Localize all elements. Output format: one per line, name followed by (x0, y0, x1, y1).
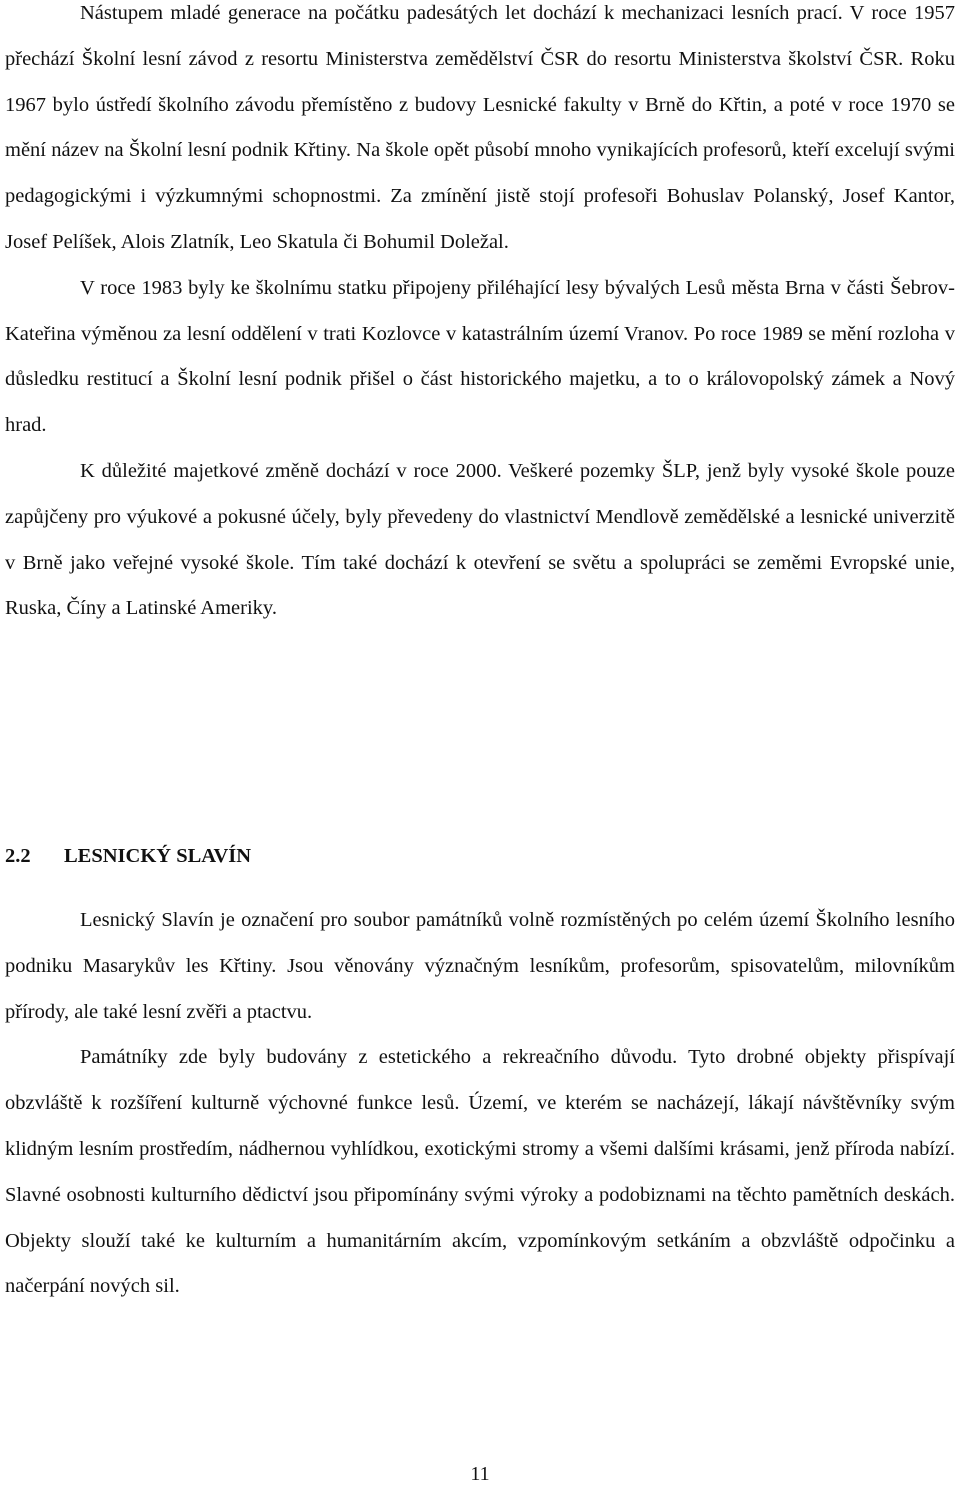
paragraph-mechanization-history: Nástupem mladé generace na počátku padesátých let dochází k mechanizaci lesních prací. V roce 1957 přechází Školní lesní závod z resortu Ministerstva zemědělství ČSR do resortu Ministerstva školství ČSR. Roku 1967 bylo ústředí školního závodu přemístěno z budovy Lesnické fakulty v Brně do Křtin, a poté v roce 1970 se mění název na Školní lesní podnik Křtiny. Na škole opět působí mnoho vynikajících profesorů, kteří excelují svými pedagogickými i výzkumnými schopnostmi. Za zmínění jistě stojí profesoři Bohuslav Polanský, Josef Kantor, Josef Pelíšek, Alois Zlatník, Leo Skatula či Bohumil Doležal. (5, 2, 955, 253)
section-number: 2.2 (5, 845, 31, 867)
document-page-section (5, 898, 955, 1310)
section-heading (5, 834, 251, 879)
paragraph-memorials-purpose: Památníky zde byly budovány z estetického a rekreačního důvodu. Tyto drobné objekty přispívají obzvláště k rozšíření kulturně výchovné funkce lesů. Území, ve kterém se nacházejí, lákají návštěvníky svým klidným lesním prostředím, nádhernou vyhlídkou, exotickými stromy a všemi dalšími krásami, jenž příroda nabízí. Slavné osobnosti kulturního dědictví jsou připomínány svými výroky a podobiznami na těchto pamětních deskách. Objekty slouží také ke kulturním a humanitárním akcím, vzpomínkovým setkáním a obzvláště odpočinku a načerpání nových sil. (5, 1046, 955, 1298)
document-page-top (5, 0, 955, 632)
paragraph-1983-lands: V roce 1983 byly ke školnímu statku připojeny přiléhající lesy bývalých Lesů města Brna v části Šebrov-Kateřina výměnou za lesní oddělení v trati Kozlovce v katastrálním území Vranov. Po roce 1989 se mění rozloha v důsledku restitucí a Školní lesní podnik přišel o část historického majetku, a to o královopolský zámek a Nový hrad. (5, 276, 955, 437)
page-number: 11 (470, 1463, 490, 1485)
section-title: LESNICKÝ SLAVÍN (64, 845, 252, 867)
paragraph-slavin-definition: Lesnický Slavín je označení pro soubor památníků volně rozmístěných po celém území Školního lesního podniku Masarykův les Křtiny. Jsou věnovány význačným lesníkům, profesorům, spisovatelům, milovníkům přírody, ale také lesní zvěři a ptactvu. (5, 909, 955, 1023)
paragraph-2000-ownership: K důležité majetkové změně dochází v roce 2000. Veškeré pozemky ŠLP, jenž byly vysoké škole pouze zapůjčeny pro výukové a pokusné účely, byly převedeny do vlastnictví Mendlově zemědělské a lesnické univerzitě v Brně jako veřejné vysoké škole. Tím také dochází k otevření se světu a spolupráci se zeměmi Evropské unie, Ruska, Číny a Latinské Ameriky. (5, 459, 955, 620)
